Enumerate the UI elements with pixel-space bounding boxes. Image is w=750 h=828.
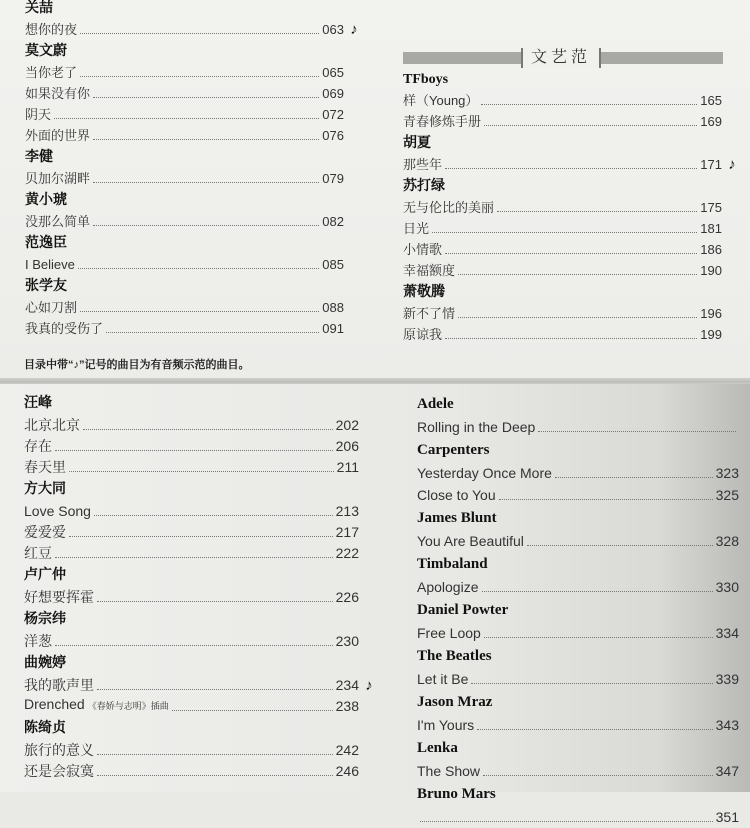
page-number: 246 <box>335 763 359 779</box>
toc-entry <box>25 62 361 83</box>
page-number: 339 <box>715 671 739 687</box>
toc-entry <box>24 457 376 478</box>
page-number: 325 <box>715 487 739 503</box>
section-title: 文艺范 <box>521 48 601 68</box>
page-number: 334 <box>715 625 739 641</box>
page-number: 351 <box>715 809 739 825</box>
toc-entry <box>24 436 376 457</box>
toc-entry <box>403 260 739 281</box>
artist-heading: The Beatles <box>417 648 492 664</box>
artist-heading: 莫文蔚 <box>25 44 67 59</box>
artist-heading: Lenka <box>417 740 458 756</box>
page-number: 328 <box>715 533 739 549</box>
dot-leader <box>97 775 333 776</box>
dot-leader <box>80 33 319 34</box>
dot-leader <box>106 332 319 333</box>
song-title: 样（Young） <box>403 93 479 108</box>
song-title: 无与伦比的美丽 <box>403 200 495 215</box>
artist-heading: 李健 <box>25 150 53 165</box>
page-number: 079 <box>322 171 344 186</box>
toc-entry <box>403 197 739 218</box>
artist-heading: Adele <box>417 396 454 412</box>
song-title: I Believe <box>25 257 75 272</box>
toc-column-bottom-left <box>24 392 376 782</box>
toc-entry <box>24 501 376 522</box>
page-number: 226 <box>335 589 359 605</box>
dot-leader <box>477 729 712 730</box>
song-title: 小情歌 <box>403 242 443 257</box>
song-title: Close to You <box>417 487 496 503</box>
page-number: 088 <box>322 300 344 315</box>
toc-entry <box>24 761 376 782</box>
song-title: 幸福额度 <box>403 263 456 278</box>
song-title: 存在 <box>24 438 52 454</box>
song-title: You Are Beautiful <box>417 533 524 549</box>
song-title: 如果没有你 <box>25 86 91 101</box>
page-number: 242 <box>335 742 359 758</box>
dot-leader <box>420 821 713 822</box>
artist-heading: 范逸臣 <box>25 236 67 251</box>
page-number: 091 <box>322 321 344 336</box>
page-number: 347 <box>715 763 739 779</box>
toc-entry <box>417 530 739 552</box>
toc-entry <box>403 111 739 132</box>
toc-entry <box>417 668 739 690</box>
dot-leader <box>497 211 697 212</box>
toc-entry <box>25 104 361 125</box>
song-title: 新不了情 <box>403 306 456 321</box>
page-number: 211 <box>336 459 359 475</box>
toc-entry <box>24 631 376 652</box>
toc-entry <box>24 696 376 717</box>
toc-entry <box>25 19 361 40</box>
song-title: 洋葱 <box>24 633 52 649</box>
toc-entry <box>417 714 739 736</box>
artist-heading: 汪峰 <box>24 396 52 411</box>
artist-heading: 卢广仲 <box>24 568 66 583</box>
page-number: 202 <box>335 417 359 433</box>
toc-entry <box>403 90 739 111</box>
page-number: 063 <box>322 22 344 37</box>
artist-heading: 黄小琥 <box>25 193 67 208</box>
dot-leader <box>458 317 697 318</box>
dot-leader <box>484 125 697 126</box>
dot-leader <box>93 182 319 183</box>
page-number: 213 <box>335 503 359 519</box>
toc-entry <box>24 740 376 761</box>
toc-entry <box>24 543 376 564</box>
page-number: 169 <box>700 114 722 129</box>
song-title: 日光 <box>403 221 430 236</box>
toc-entry <box>25 83 361 104</box>
toc-entry <box>417 806 739 828</box>
song-title: The Show <box>417 763 481 779</box>
dot-leader <box>78 268 319 269</box>
page-number: 238 <box>335 698 359 714</box>
toc-entry <box>403 324 739 345</box>
audio-note-icon: ♪ <box>350 21 358 38</box>
toc-entry <box>417 416 739 438</box>
dot-leader <box>69 471 334 472</box>
page-number: 222 <box>335 545 359 561</box>
toc-page-bottom <box>0 384 750 825</box>
page-number: 065 <box>322 65 344 80</box>
toc-entry <box>417 484 739 506</box>
dot-leader <box>93 97 319 98</box>
dot-leader <box>471 683 712 684</box>
toc-entry <box>25 168 361 189</box>
song-title: 贝加尔湖畔 <box>25 171 91 186</box>
page-number: 196 <box>700 306 722 321</box>
artist-heading: 苏打绿 <box>403 179 445 194</box>
toc-entry <box>417 622 739 644</box>
toc-entry <box>25 125 361 146</box>
artist-heading: 胡夏 <box>403 136 431 151</box>
dot-leader <box>445 338 697 339</box>
toc-entry <box>403 154 739 175</box>
song-title: 想你的夜 <box>25 22 78 37</box>
song-title: Apologize <box>417 579 479 595</box>
toc-entry <box>403 303 739 324</box>
dot-leader <box>499 499 713 500</box>
dot-leader <box>555 477 713 478</box>
song-title: 原谅我 <box>403 327 443 342</box>
toc-column-top-left <box>25 0 361 339</box>
toc-entry <box>417 760 739 782</box>
song-title: Free Loop <box>417 625 481 641</box>
toc-entry <box>24 522 376 543</box>
dot-leader <box>97 601 333 602</box>
artist-heading: Bruno Mars <box>417 786 496 802</box>
page-number: 230 <box>335 633 359 649</box>
page-number: 082 <box>322 214 344 229</box>
page-number: 206 <box>335 438 359 454</box>
song-title: 好想要挥霍 <box>24 589 94 605</box>
page-number: 165 <box>700 93 722 108</box>
song-title: 北京北京 <box>24 417 80 433</box>
dot-leader <box>55 645 333 646</box>
artist-heading: 曲婉婷 <box>24 656 66 671</box>
dot-leader <box>80 311 319 312</box>
dot-leader <box>483 775 713 776</box>
page-number: 076 <box>322 128 344 143</box>
artist-heading: 方大同 <box>24 482 66 497</box>
toc-entry <box>25 211 361 232</box>
audio-note-icon: ♪ <box>728 156 736 173</box>
artist-heading: 张学友 <box>25 279 67 294</box>
dot-leader <box>83 429 333 430</box>
page-number: 343 <box>715 717 739 733</box>
toc-entry <box>25 297 361 318</box>
dot-leader <box>527 545 713 546</box>
song-title: 旅行的意义 <box>24 742 94 758</box>
dot-leader <box>445 253 697 254</box>
song-subtitle: 《春娇与志明》插曲 <box>87 701 169 711</box>
artist-heading: Timbaland <box>417 556 488 572</box>
page-number: 171 <box>700 157 722 172</box>
page-number: 323 <box>715 465 739 481</box>
song-title: 心如刀割 <box>25 300 78 315</box>
song-title: 红豆 <box>24 545 52 561</box>
artist-heading: 关喆 <box>25 1 53 16</box>
song-title: Love Song <box>24 503 91 519</box>
song-title: 当你老了 <box>25 65 78 80</box>
toc-entry <box>417 462 739 484</box>
dot-leader <box>482 591 713 592</box>
song-title: 外面的世界 <box>25 128 91 143</box>
song-title: Let it Be <box>417 671 469 687</box>
toc-column-top-right <box>403 68 739 345</box>
song-title: Rolling in the Deep <box>417 419 536 435</box>
page-number: 181 <box>700 221 722 236</box>
toc-entry <box>403 239 739 260</box>
song-title: 那些年 <box>403 157 443 172</box>
artist-heading: 杨宗纬 <box>24 612 66 627</box>
dot-leader <box>55 450 333 451</box>
artist-heading: James Blunt <box>417 510 497 526</box>
song-title: 阴天 <box>25 107 52 122</box>
song-title: Yesterday Once More <box>417 465 552 481</box>
page-number: 175 <box>700 200 722 215</box>
page-number: 190 <box>700 263 722 278</box>
audio-legend-note: 目录中带“♪”记号的曲目为有音频示范的曲目。 <box>24 359 250 371</box>
dot-leader <box>80 76 319 77</box>
dot-leader <box>97 689 333 690</box>
page-number: 186 <box>700 242 722 257</box>
dot-leader <box>432 232 697 233</box>
dot-leader <box>458 274 697 275</box>
dot-leader <box>55 557 333 558</box>
artist-heading: TFboys <box>403 72 449 87</box>
dot-leader <box>484 637 713 638</box>
page-number: 217 <box>335 524 359 540</box>
page-number: 072 <box>322 107 344 122</box>
dot-leader <box>93 225 319 226</box>
page-number: 330 <box>715 579 739 595</box>
toc-entry <box>24 587 376 608</box>
dot-leader <box>481 104 697 105</box>
song-title: I'm Yours <box>417 717 475 733</box>
song-title: 还是会寂寞 <box>24 763 94 779</box>
toc-entry <box>24 415 376 436</box>
artist-heading: Carpenters <box>417 442 490 458</box>
song-title: 没那么简单 <box>25 214 91 229</box>
song-title: 春天里 <box>24 459 66 475</box>
toc-entry <box>403 218 739 239</box>
dot-leader <box>69 536 333 537</box>
song-title: 我真的受伤了 <box>25 321 104 336</box>
dot-leader <box>172 710 333 711</box>
song-title: 青春修炼手册 <box>403 114 482 129</box>
section-banner <box>403 48 723 68</box>
page-number: 085 <box>322 257 344 272</box>
toc-page-top <box>0 0 750 380</box>
page-number: 234 <box>335 677 359 693</box>
song-title: 爱爱爱 <box>24 524 66 540</box>
dot-leader <box>445 168 697 169</box>
page-number: 199 <box>700 327 722 342</box>
page-number: 069 <box>322 86 344 101</box>
dot-leader <box>54 118 319 119</box>
toc-column-bottom-right <box>417 392 739 828</box>
audio-note-icon: ♪ <box>365 677 373 694</box>
song-title: Drenched 《春娇与志明》插曲 <box>24 696 169 712</box>
toc-entry <box>25 318 361 339</box>
artist-heading: 萧敬腾 <box>403 285 445 300</box>
toc-entry <box>24 675 376 696</box>
dot-leader <box>538 431 736 432</box>
artist-heading: Jason Mraz <box>417 694 493 710</box>
artist-heading: Daniel Powter <box>417 602 509 618</box>
toc-entry <box>25 254 361 275</box>
dot-leader <box>97 754 333 755</box>
dot-leader <box>94 515 333 516</box>
artist-heading: 陈绮贞 <box>24 721 66 736</box>
song-title: 我的歌声里 <box>24 677 94 693</box>
dot-leader <box>93 139 319 140</box>
toc-entry <box>417 576 739 598</box>
